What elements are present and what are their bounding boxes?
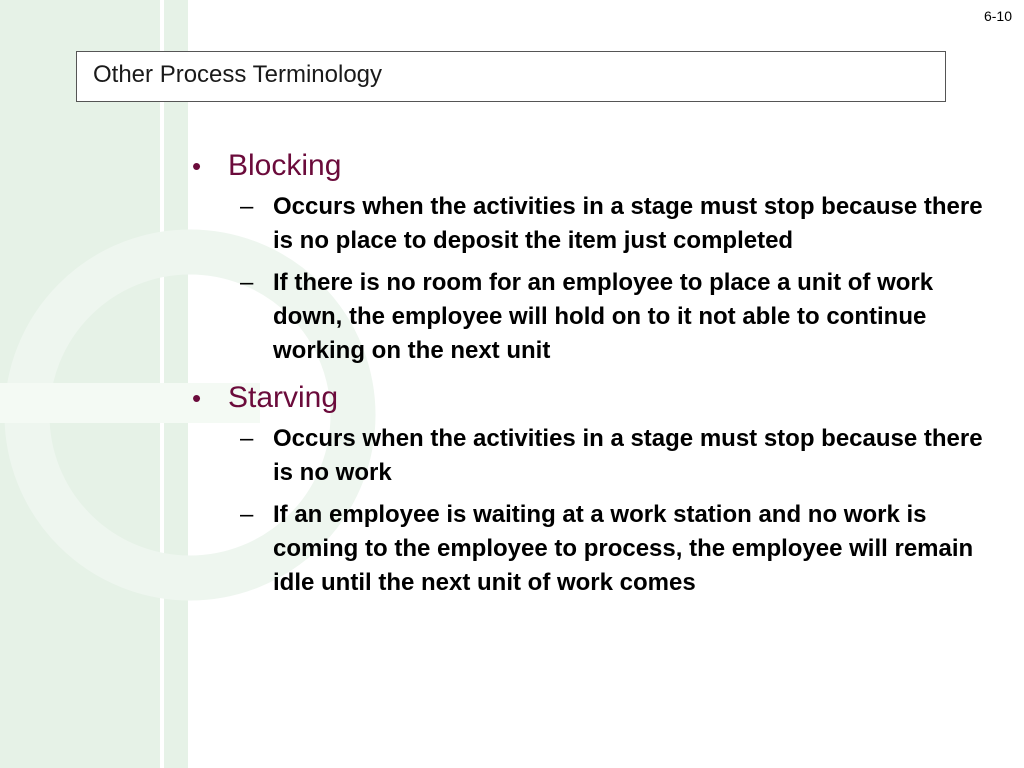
sub-list-blocking [240, 190, 990, 368]
sub-list-starving [240, 422, 990, 600]
sub-item-text: If an employee is waiting at a work station and no work is coming to the employee to process, the employee will remain idle until the next unit of work comes [273, 501, 974, 596]
dash-marker: – [240, 193, 254, 220]
bullet-blocking [190, 146, 990, 186]
sub-item [240, 422, 990, 490]
dash-marker: – [240, 269, 254, 296]
page-number: 6-10 [983, 8, 1012, 24]
dash-marker: – [240, 425, 254, 452]
title-box [76, 51, 946, 102]
slide-content [190, 140, 990, 610]
bullet-label: Starving [228, 381, 339, 414]
sub-item-text: Occurs when the activities in a stage must stop because there is no place to deposit the item just completed [273, 193, 983, 254]
bullet-label: Blocking [228, 149, 342, 182]
sub-item-text: Occurs when the activities in a stage must stop because there is no work [273, 425, 983, 486]
bullet-starving [190, 378, 990, 418]
dash-marker: – [240, 501, 254, 528]
slide-title: Other Process Terminology [93, 61, 383, 88]
bullet-dot: • [192, 151, 202, 181]
bullet-dot: • [192, 383, 202, 413]
sub-item [240, 498, 990, 600]
sub-item [240, 190, 990, 258]
sub-item-text: If there is no room for an employee to place a unit of work down, the employee will hold on to it not able to continue working on the next unit [273, 269, 934, 364]
sub-item [240, 266, 990, 368]
